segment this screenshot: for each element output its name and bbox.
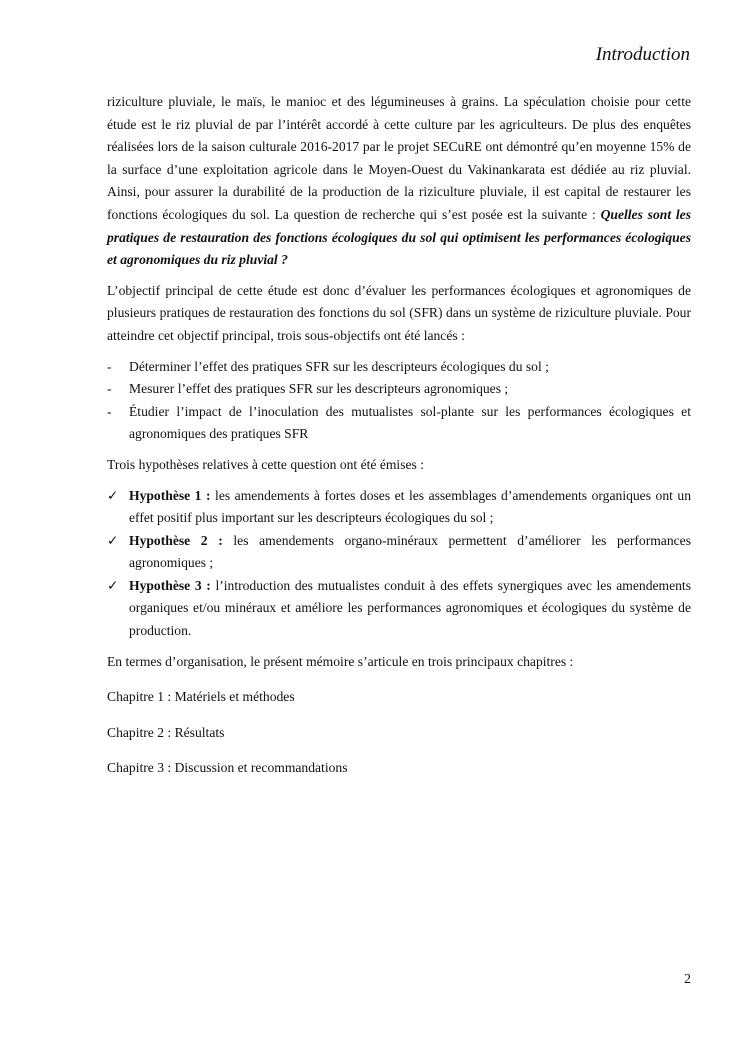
checkmark-icon: ✓ (107, 577, 119, 593)
objective-item (107, 401, 691, 446)
objective-text: Déterminer l’effet des pratiques SFR sur les descripteurs écologiques du sol ; (129, 358, 549, 374)
objective-text: Étudier l’impact de l’inoculation des mutualistes sol-plante sur les performances écologiques et agronomiques des pratiques SFR (129, 403, 691, 442)
dash-marker: - (107, 358, 112, 374)
hypothesis-item (107, 485, 691, 530)
page-number: 2 (684, 972, 691, 987)
hypotheses-list (107, 485, 691, 643)
dash-marker: - (107, 403, 112, 419)
objective-text: Mesurer l’effet des pratiques SFR sur les descripteurs agronomiques ; (129, 381, 509, 397)
objective-item (107, 356, 691, 379)
hypothesis-text: les amendements organo-minéraux permettent d’améliorer les performances agronomiques ; (129, 532, 691, 571)
checkmark-icon: ✓ (107, 532, 119, 548)
paragraph-objective: L’objectif principal de cette étude est donc d’évaluer les performances écologiques et agronomiques de plusieurs pratiques de restauration des fonctions du sol (SFR) dans un système de riziculture pluviale. Pour atteindre cet objectif principal, trois sous-objectifs ont été lancés : (107, 282, 691, 343)
hypothesis-label: Hypothèse 3 : (129, 577, 211, 593)
organisation-paragraph: En termes d’organisation, le présent mémoire s’articule en trois principaux chapitres : (107, 653, 574, 669)
checkmark-icon: ✓ (107, 487, 119, 503)
research-question: Quelles sont les pratiques de restauration des fonctions écologiques du sol qui optimisent les performances écologiques et agronomiques du riz pluvial ? (107, 206, 691, 268)
paragraph-context (107, 91, 691, 272)
running-header: Introduction (595, 44, 690, 65)
hypothesis-item (107, 530, 691, 575)
hypothesis-label: Hypothèse 1 : (129, 487, 211, 503)
hypothesis-label: Hypothèse 2 : (129, 532, 223, 548)
paragraph-context-text: riziculture pluviale, le maïs, le manioc et des légumineuses à grains. La spéculation choisie pour cette étude est le riz pluvial de par l’intérêt accordé à cette culture par les agriculteurs. De plus des enquêtes réalisées lors de la saison culturale 2016-2017 par le projet SECuRE ont démontré qu’en moyenne 15% de la surface d’une exploitation agricole dans le Moyen-Ouest du Vakinankarata est dédiée au riz pluvial. Ainsi, pour assurer la durabilité de la production de la riziculture pluviale, il est capital de restaurer les fonctions écologiques du sol. La question de recherche qui s’est posée est la suivante : (107, 94, 691, 222)
hypothesis-text: les amendements à fortes doses et les assemblages d’amendements organiques ont un effet positif plus important sur les descripteurs écologiques du sol ; (129, 487, 691, 526)
hypotheses-intro: Trois hypothèses relatives à cette question ont été émises : (107, 456, 424, 472)
hypothesis-text: l’introduction des mutualistes conduit à des effets synergiques avec les amendements organiques et/ou minéraux et améliore les performances agronomiques et écologiques du système de production. (129, 577, 691, 639)
chapter-2: Chapitre 2 : Résultats (107, 724, 225, 740)
objectives-list (107, 356, 691, 446)
hypothesis-item (107, 575, 691, 643)
chapter-3: Chapitre 3 : Discussion et recommandations (107, 760, 348, 776)
dash-marker: - (107, 381, 112, 397)
chapter-1: Chapitre 1 : Matériels et méthodes (107, 689, 295, 705)
objective-item (107, 378, 691, 401)
page-body (107, 91, 691, 780)
